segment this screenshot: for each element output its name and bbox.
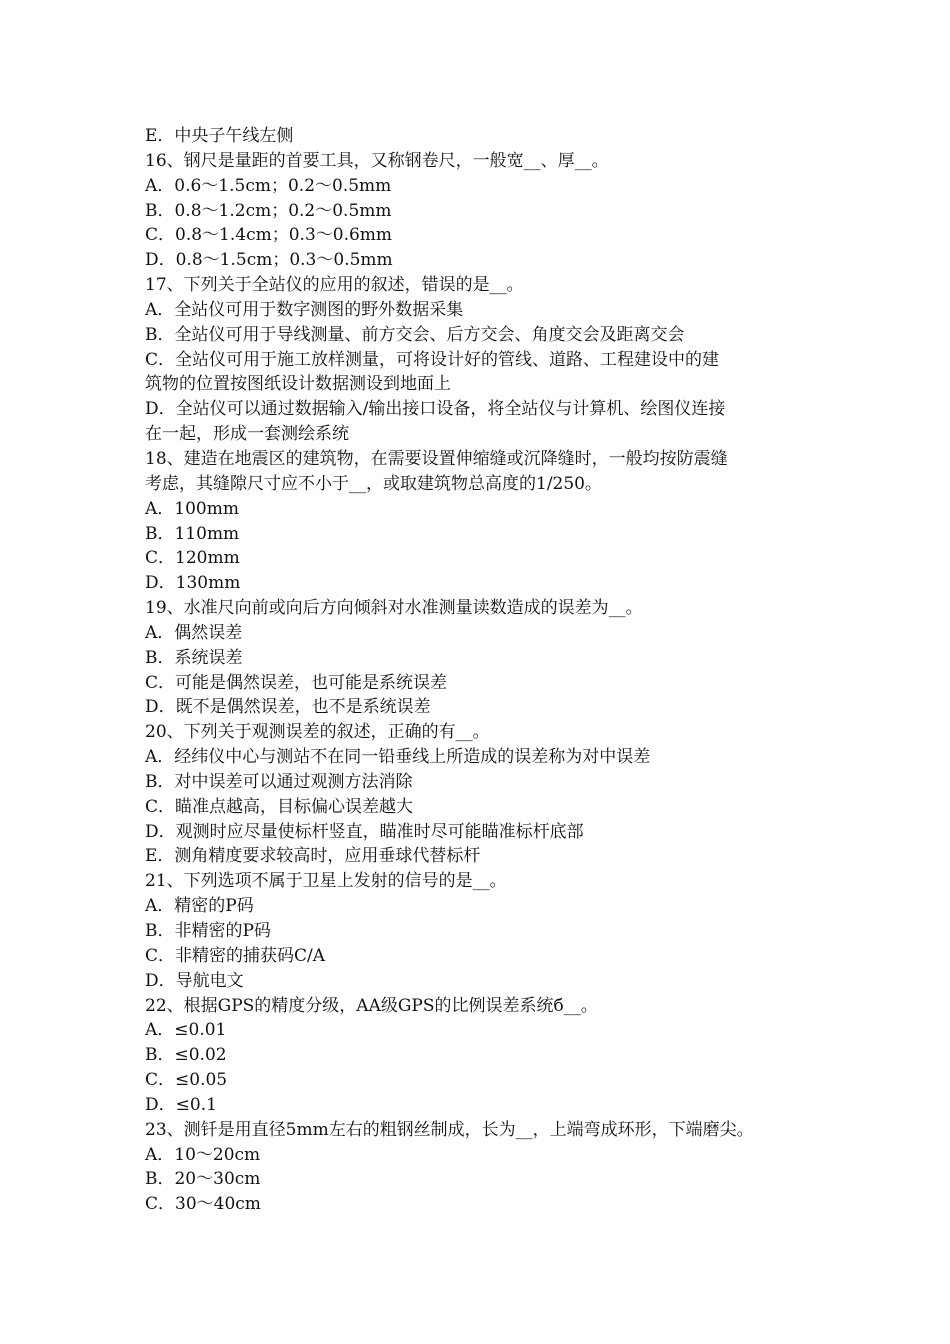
continuation-line: 考虑，其缝隙尺寸应不小于__，或取建筑物总高度的1/250。 [145, 473, 602, 494]
option-line: C．120mm [145, 548, 240, 569]
option-line: B．系统误差 [145, 647, 243, 668]
option-line: B．0.8～1.2cm；0.2～0.5mm [145, 200, 392, 221]
question-line: 17、下列关于全站仪的应用的叙述，错误的是__。 [145, 275, 524, 296]
option-line: A．全站仪可用于数字测图的野外数据采集 [145, 299, 464, 320]
option-line: D．0.8～1.5cm；0.3～0.5mm [145, 250, 393, 271]
option-line: B．对中误差可以通过观测方法消除 [145, 771, 413, 792]
option-line: B．110mm [145, 523, 240, 544]
option-line: B．全站仪可用于导线测量、前方交会、后方交会、角度交会及距离交会 [145, 324, 685, 345]
option-line: C．全站仪可用于施工放样测量，可将设计好的管线、道路、工程建设中的建 [145, 349, 720, 370]
option-line: C．0.8～1.4cm；0.3～0.6mm [145, 225, 393, 246]
continuation-line: 筑物的位置按图纸设计数据测设到地面上 [145, 374, 451, 395]
option-line: A．100mm [145, 498, 239, 519]
question-line: 19、水准尺向前或向后方向倾斜对水准测量读数造成的误差为__。 [145, 598, 643, 619]
option-line: D．导航电文 [145, 970, 244, 991]
document-body [145, 124, 815, 1217]
option-line: D．130mm [145, 573, 241, 594]
question-line: 16、钢尺是量距的首要工具，又称钢卷尺，一般宽__、厚__。 [145, 150, 609, 171]
question-line: 22、根据GPS的精度分级，AA级GPS的比例误差系统б__。 [145, 995, 598, 1016]
option-line: B．20～30cm [145, 1169, 261, 1190]
option-line: C．≤0.05 [145, 1070, 228, 1091]
option-line: A．偶然误差 [145, 622, 243, 643]
option-line: C．30～40cm [145, 1194, 261, 1215]
question-line: 20、下列关于观测误差的叙述，正确的有__。 [145, 722, 490, 743]
option-line: A．精密的P码 [145, 896, 254, 917]
question-line: 23、测钎是用直径5mm左右的粗钢丝制成，长为__，上端弯成环形，下端磨尖。 [145, 1119, 754, 1140]
option-line: A．10～20cm [145, 1144, 261, 1165]
continuation-line: 在一起，形成一套测绘系统 [145, 424, 349, 445]
option-line: B．非精密的P码 [145, 921, 271, 941]
option-line: A．≤0.01 [145, 1020, 227, 1041]
option-line: E．测角精度要求较高时，应用垂球代替标杆 [145, 846, 481, 867]
option-line: D．观测时应尽量使标杆竖直，瞄准时尽可能瞄准标杆底部 [145, 821, 584, 842]
option-line: C．非精密的捕获码C/A [145, 945, 326, 966]
option-line: E．中央子午线左侧 [145, 126, 294, 146]
option-line: D．≤0.1 [145, 1094, 217, 1115]
question-line: 21、下列选项不属于卫星上发射的信号的是__。 [145, 871, 507, 892]
question-line: 18、建造在地震区的建筑物，在需要设置伸缩缝或沉降缝时，一般均按防震缝 [145, 448, 728, 469]
option-line: A．0.6～1.5cm；0.2～0.5mm [145, 175, 392, 196]
option-line: B．≤0.02 [145, 1045, 227, 1066]
option-line: A．经纬仪中心与测站不在同一铅垂线上所造成的误差称为对中误差 [145, 747, 651, 768]
option-line: D．既不是偶然误差，也不是系统误差 [145, 697, 431, 718]
option-line: C．可能是偶然误差，也可能是系统误差 [145, 672, 448, 693]
option-line: D．全站仪可以通过数据输入/输出接口设备，将全站仪与计算机、绘图仪连接 [145, 399, 726, 420]
option-line: C．瞄准点越高，目标偏心误差越大 [145, 796, 414, 817]
